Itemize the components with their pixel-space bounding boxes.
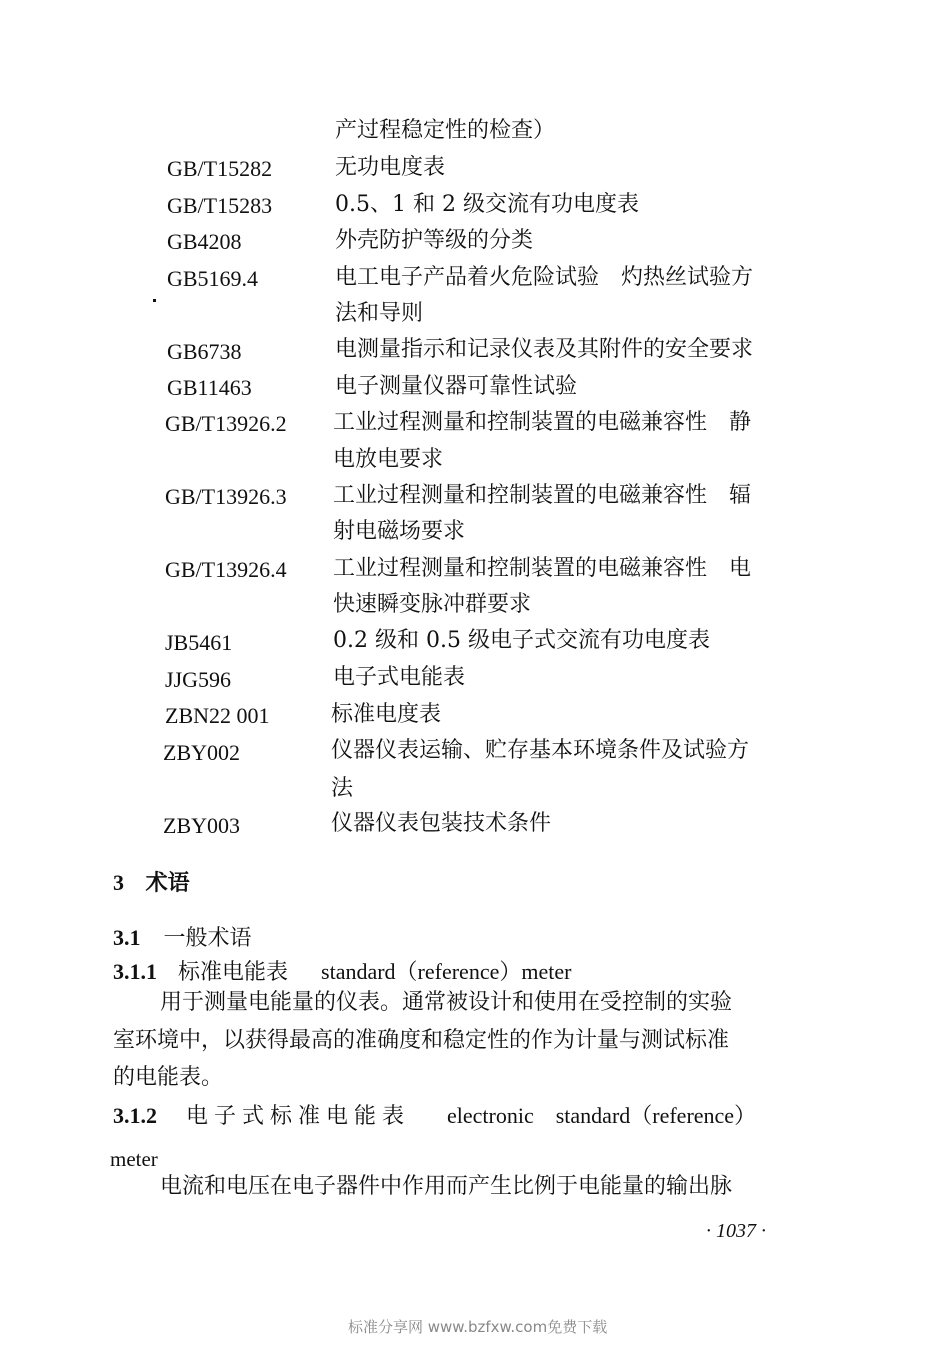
- term-heading: [113, 961, 571, 984]
- reference-title-wrap: 快速瞬变脉冲群要求: [333, 592, 532, 617]
- reference-title-wrap: 法和导则: [335, 301, 424, 326]
- term-body-line: 的电能表。: [113, 1065, 224, 1090]
- reference-code: GB/T13926.3: [165, 484, 287, 509]
- term-body-line: 用于测量电能量的仪表。通常被设计和使用在受控制的实验: [160, 990, 733, 1015]
- page-number: · 1037 ·: [706, 1220, 766, 1242]
- reference-title: 无功电度表: [335, 155, 446, 180]
- stray-mark: [153, 299, 156, 302]
- reference-code: GB/T13926.2: [165, 411, 287, 436]
- reference-title: 仪器仪表运输、贮存基本环境条件及试验方: [331, 738, 750, 763]
- subsection-title: 一般术语: [163, 926, 252, 951]
- watermark-text: 标准分享网 www.bzfxw.com免费下载: [348, 1318, 608, 1336]
- section-title: 术语: [145, 870, 190, 896]
- reference-code: JJG596: [165, 667, 232, 692]
- section-number: 3: [113, 870, 124, 895]
- term-body-line: 电流和电压在电子器件中作用而产生比例于电能量的输出脉: [160, 1174, 733, 1199]
- reference-code: ZBN22 001: [165, 703, 270, 728]
- term-zh: 标准电能表: [178, 960, 289, 985]
- reference-code: GB6738: [167, 339, 242, 364]
- reference-code: GB/T13926.4: [165, 557, 287, 582]
- term-body-line: 室环境中，以获得最高的准确度和稳定性的作为计量与测试标准: [113, 1028, 730, 1053]
- reference-title-wrap: 法: [331, 776, 354, 801]
- reference-title: 标准电度表: [331, 702, 442, 727]
- reference-code: ZBY002: [163, 740, 240, 765]
- reference-title-wrap: 电放电要求: [333, 447, 444, 472]
- reference-title-wrap: 射电磁场要求: [333, 519, 466, 544]
- reference-title: 0.5、1 和 2 级交流有功电度表: [335, 192, 639, 217]
- reference-title: 外壳防护等级的分类: [335, 228, 534, 253]
- reference-title: 电子测量仪器可靠性试验: [335, 374, 578, 399]
- reference-title: 电测量指示和记录仪表及其附件的安全要求: [335, 337, 754, 362]
- subsection-number: 3.1: [113, 925, 141, 950]
- reference-code: GB5169.4: [167, 266, 259, 291]
- term-number: 3.1.2: [113, 1103, 157, 1128]
- reference-title: 电工电子产品着火危险试验 灼热丝试验方: [335, 265, 754, 290]
- reference-code: ZBY003: [163, 813, 240, 838]
- reference-title: 工业过程测量和控制装置的电磁兼容性 辐: [333, 483, 752, 508]
- term-zh: 电子式标准电能表: [186, 1104, 411, 1129]
- term-number: 3.1.1: [113, 959, 157, 984]
- reference-code: GB4208: [167, 229, 242, 254]
- reference-title: 电子式电能表: [333, 665, 466, 690]
- term-heading: [113, 1105, 756, 1128]
- reference-title: 工业过程测量和控制装置的电磁兼容性 电: [333, 556, 752, 581]
- subsection-heading: [113, 927, 252, 950]
- reference-code: GB/T15283: [167, 193, 273, 218]
- reference-code: GB11463: [167, 375, 252, 400]
- reference-code: JB5461: [165, 630, 233, 655]
- reference-title: 工业过程测量和控制装置的电磁兼容性 静: [333, 410, 752, 435]
- term-en-wrap: meter: [110, 1147, 158, 1171]
- reference-code: GB/T15282: [167, 156, 273, 181]
- reference-title: 0.2 级和 0.5 级电子式交流有功电度表: [333, 628, 710, 653]
- section-heading: [113, 872, 190, 894]
- term-en: electronic standard（reference）: [447, 1103, 757, 1128]
- reference-continuation: 产过程稳定性的检查）: [335, 118, 556, 143]
- reference-title: 仪器仪表包装技术条件: [331, 811, 552, 836]
- term-en: standard（reference）meter: [321, 959, 572, 984]
